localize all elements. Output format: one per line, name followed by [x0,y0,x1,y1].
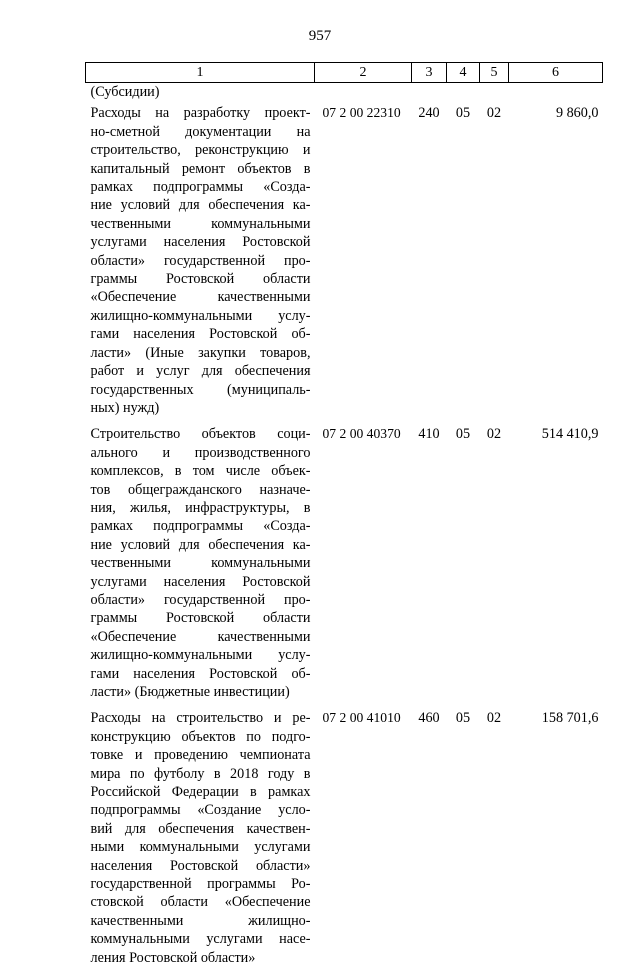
description-line: рамках подпрограммы «Созда- [90,518,311,535]
table-row [86,104,603,425]
row-col-4: 05 [455,105,471,122]
header-col-6: 6 [509,63,603,83]
row-col-3: 410 [418,426,440,443]
description-line: рамках подпрограммы «Созда- [90,179,311,196]
row-col-5: 02 [486,105,502,122]
description-line: ления Ростовской области» [90,949,256,966]
row-description [86,104,315,425]
description-line: мира по футболу в 2018 году в [90,765,311,782]
description-line: «Обеспечение качественными [90,289,311,306]
description-line: населения Ростовской области» [90,857,311,874]
row-code: 07 2 00 41010 [322,710,401,726]
row-col-4: 05 [455,426,471,443]
row-description [86,709,315,975]
budget-table [85,62,603,975]
description-line: государственных (муниципаль- [90,381,311,398]
description-line: ния, жилья, инфраструктуры, в [90,499,311,516]
row-amount: 514 410,9 [541,426,599,443]
description-line: услугами населения Ростовской [90,573,311,590]
description-line: коммунальными услугами насе- [90,931,311,948]
description-line: чественными коммунальными [90,555,311,572]
description-line: качественными жилищно- [90,912,311,929]
description-line: Строительство объектов соци- [90,426,311,443]
description-line: но-сметной документации на [90,123,311,140]
description-line: подпрограммы «Создание усло- [90,802,311,819]
header-col-2: 2 [315,63,412,83]
description-line: комплексов, в том числе объек- [90,463,311,480]
description-line: конструкцию объектов по подго- [90,728,311,745]
description-line: области» государственной про- [90,252,311,269]
description-line: чественными коммунальными [90,215,311,232]
description-line: работ и услуг для обеспечения [90,363,311,380]
row-col-3: 240 [418,105,440,122]
header-col-1: 1 [86,63,315,83]
row-col-5: 02 [486,426,502,443]
description-line: капитальный ремонт объектов в [90,160,311,177]
description-line: тов общегражданского назначе- [90,481,311,498]
page-number: 957 [308,28,332,44]
description-line: ние условий для обеспечения ка- [90,197,311,214]
description-line: ных) нужд) [90,399,160,416]
row-code: 07 2 00 22310 [322,105,401,121]
header-row [86,63,603,83]
description-line: гами населения Ростовской об- [90,326,311,343]
description-line: строительство, реконструкцию и [90,142,311,159]
description-line: Российской Федерации в рамках [90,784,311,801]
description-line: стовской области «Обеспечение [90,894,311,911]
description-line: ласти» (Иные закупки товаров, [90,344,311,361]
description-line: граммы Ростовской области [90,271,311,288]
description-line: Расходы на разработку проект- [90,105,311,122]
row-col-5: 02 [486,710,502,727]
row-col-3: 460 [418,710,440,727]
table-row [86,425,603,709]
header-col-5: 5 [480,63,509,83]
description-line: граммы Ростовской области [90,610,311,627]
description-line: жилищно-коммунальными услу- [90,647,311,664]
row-description [86,425,315,709]
description-line: ние условий для обеспечения ка- [90,536,311,553]
row-code: 07 2 00 40370 [322,426,401,442]
table-row [86,709,603,975]
header-col-3: 3 [412,63,447,83]
row-amount: 158 701,6 [541,710,599,727]
continuation-text: (Субсидии) [90,84,160,100]
continuation-row [86,83,603,105]
description-line: вий для обеспечения качествен- [90,820,311,837]
description-line: государственной программы Ро- [90,876,311,893]
description-line: ными коммунальными услугами [90,839,311,856]
description-line: «Обеспечение качественными [90,628,311,645]
description-line: услугами населения Ростовской [90,234,311,251]
description-line: гами населения Ростовской об- [90,665,311,682]
description-line: товке и проведению чемпионата [90,747,311,764]
header-col-4: 4 [447,63,480,83]
row-amount: 9 860,0 [555,105,599,122]
description-line: жилищно-коммунальными услу- [90,307,311,324]
description-line: ального и производственного [90,444,311,461]
row-col-4: 05 [455,710,471,727]
description-line: области» государственной про- [90,591,311,608]
description-line: Расходы на строительство и ре- [90,710,311,727]
description-line: ласти» (Бюджетные инвестиции) [90,684,290,700]
